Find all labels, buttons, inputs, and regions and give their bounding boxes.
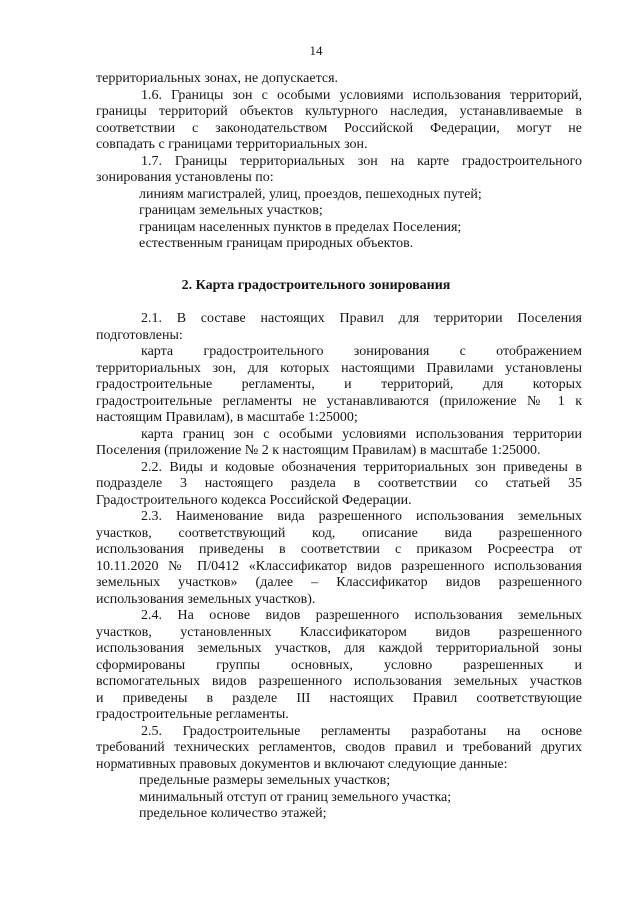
list-item: границам земельных участков; <box>139 203 323 218</box>
text-line: Градостроительного кодекса Российской Федерации. <box>96 492 412 508</box>
list-item: карта градостроительного зонирования с отображением <box>141 344 582 359</box>
section-2-text <box>96 311 582 823</box>
text-line: сформированы группы основных, условно разрешенных и <box>96 657 582 673</box>
text-line: 10.11.2020 № П/0412 «Классификатор видов разрешенного использования <box>96 558 582 574</box>
text-line: соответствии с законодательством Российской Федерации, могут не <box>96 120 582 136</box>
paragraph-1-6: 1.6. Границы зон с особыми условиями использования территорий, <box>141 87 582 103</box>
text-line: градостроительные регламенты. <box>96 707 289 722</box>
paragraph-2-5: 2.5. Градостроительные регламенты разработаны на основе <box>141 723 582 739</box>
list-item: естественным границам природных объектов. <box>139 236 414 251</box>
list-item: предельные размеры земельных участков; <box>139 773 391 788</box>
text-line: использования земельных участков). <box>96 591 316 607</box>
section-1-text <box>96 71 582 253</box>
text-line: участков, установленных Классификатором видов разрешенного <box>96 624 582 640</box>
section-heading: 2. Карта градостроительного зонирования <box>181 278 451 293</box>
text-line: участков, соответствующий код, описание вида разрешенного <box>96 525 582 541</box>
list-item: линиям магистралей, улиц, проездов, пешеходных путей; <box>139 186 482 202</box>
text-line: использования земельных участков, для каждой территориальной зоны <box>96 641 582 656</box>
list-item: предельное количество этажей; <box>139 806 327 821</box>
text-line: территориальных зон, для которых настоящими Правилами установлены <box>96 360 582 376</box>
paragraph-2-4: 2.4. На основе видов разрешенного использования земельных <box>141 608 582 623</box>
paragraph-2-3: 2.3. Наименование вида разрешенного использования земельных <box>141 509 582 524</box>
text-line: границы территорий объектов культурного наследия, устанавливаемые в <box>96 104 582 119</box>
text-line: земельных участков» (далее – Классификатор видов разрешенного <box>96 575 582 590</box>
text-line: использования приведены в соответствии с приказом Росреестра от <box>96 542 582 557</box>
paragraph-2-2: 2.2. Виды и кодовые обозначения территориальных зон приведены в <box>141 459 582 475</box>
list-item: границам населенных пунктов в пределах Поселения; <box>139 219 462 235</box>
text-line: вспомогательных видов разрешенного использования земельных участков <box>96 674 582 689</box>
text-line: и приведены в разделе III настоящих Правил соответствующие <box>96 690 582 706</box>
text-line: подразделе 3 настоящего раздела в соответствии со статьей 35 <box>96 476 582 491</box>
text-line: совпадать с границами территориальных зон. <box>96 137 368 152</box>
list-item: карта границ зон с особыми условиями использования территории <box>141 426 582 442</box>
text-line: подготовлены: <box>96 327 183 343</box>
text-line: требований технических регламентов, сводов правил и требований других <box>96 740 582 755</box>
text-line: Поселения (приложение № 2 к настоящим Правилам) в масштабе 1:25000. <box>96 443 541 458</box>
paragraph-2-1: 2.1. В составе настоящих Правил для территории Поселения <box>141 311 582 326</box>
page-number: 14 <box>309 43 323 58</box>
text-line: зонирования установлены по: <box>96 170 274 185</box>
text-line: территориальных зонах, не допускается. <box>96 71 339 86</box>
text-line: нормативных правовых документов и включают следующие данные: <box>96 756 508 772</box>
paragraph-1-7: 1.7. Границы территориальных зон на карте градостроительного <box>141 153 582 169</box>
list-item: минимальный отступ от границ земельного участка; <box>139 789 452 805</box>
text-line: градостроительные регламенты не устанавливаются (приложение № 1 к <box>96 393 582 409</box>
text-line: настоящим Правилам), в масштабе 1:25000; <box>96 410 358 425</box>
text-line: градостроительные регламенты, и территорий, для которых <box>96 377 582 392</box>
